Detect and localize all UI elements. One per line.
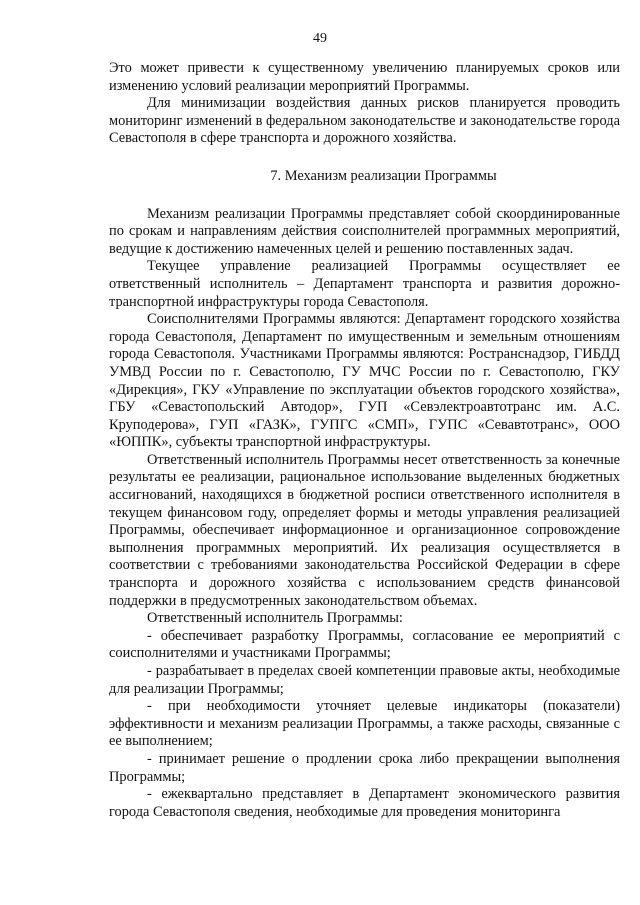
list-item: - при необходимости уточняет целевые индикаторы (показатели) эффективности и механизм реализации Программы, а также расходы, связанные с ее выполнением; <box>109 698 620 750</box>
page-body <box>109 60 620 821</box>
paragraph: Это может привести к существенному увеличению планируемых сроков или изменению условий реализации мероприятий Программы. <box>109 60 620 94</box>
paragraph: Соисполнителями Программы являются: Департамент городского хозяйства города Севастополя, Департамент по имущественным и земельным отношениям города Севастополя. Участниками Программы являются: Ространснадзор, ГИБДД УМВД России по г. Севастополю, ГУ МЧС России по г. Севастополю, ГКУ «Дирекция», ГКУ «Управление по эксплуатации объектов городского хозяйства», ГБУ «Севастопольский Автодор», ГУП «Севэлектроавтотранс им. А.С. Круподерова», ГУП «ГАЗК», ГУПГС «СМП», ГУПС «Севавтотранс», ООО «ЮППК», субъекты транспортной инфраструктуры. <box>109 311 620 451</box>
list-item: - обеспечивает разработку Программы, согласование ее мероприятий с соисполнителями и участниками Программы; <box>109 627 620 662</box>
paragraph: Механизм реализации Программы представляет собой скоординированные по срокам и направлениям действия соисполнителей программных мероприятий, ведущие к достижению намеченных целей и решению поставленных задач. <box>109 205 620 257</box>
paragraph: Для минимизации воздействия данных рисков планируется проводить мониторинг изменений в федеральном законодательстве и законодательстве города Севастополя в сфере транспорта и дорожного хозяйства. <box>109 95 620 147</box>
paragraph: Ответственный исполнитель Программы: <box>147 610 403 627</box>
list-item: - ежеквартально представляет в Департамент экономического развития города Севастополя сведения, необходимые для проведения мониторинга <box>109 786 620 820</box>
paragraph: Ответственный исполнитель Программы несет ответственность за конечные результаты ее реализации, рациональное использование выделенных бюджетных ассигнований, находящихся в бюджетной росписи ответственного исполнителя в текущем финансовом году, определяет формы и методы управления реализацией Программы, обеспечивает информационное и организационное сопровождение выполнения программных мероприятий. Их реализация осуществляется в соответствии с требованиями законодательства Российской Федерации в сфере транспорта и дорожного хозяйства с использованием средств финансовой поддержки в предусмотренных законодательством объемах. <box>109 451 620 609</box>
page-number: 49 <box>313 31 327 46</box>
list-item: - принимает решение о продлении срока либо прекращении выполнения Программы; <box>109 750 620 785</box>
section-heading: 7. Механизм реализации Программы <box>270 167 497 184</box>
list-item: - разрабатывает в пределах своей компетенции правовые акты, необходимые для реализации Программы; <box>109 663 620 697</box>
paragraph: Текущее управление реализацией Программы осуществляет ее ответственный исполнитель – Департамент транспорта и развития дорожно-транспортной инфраструктуры города Севастополя. <box>109 258 620 310</box>
